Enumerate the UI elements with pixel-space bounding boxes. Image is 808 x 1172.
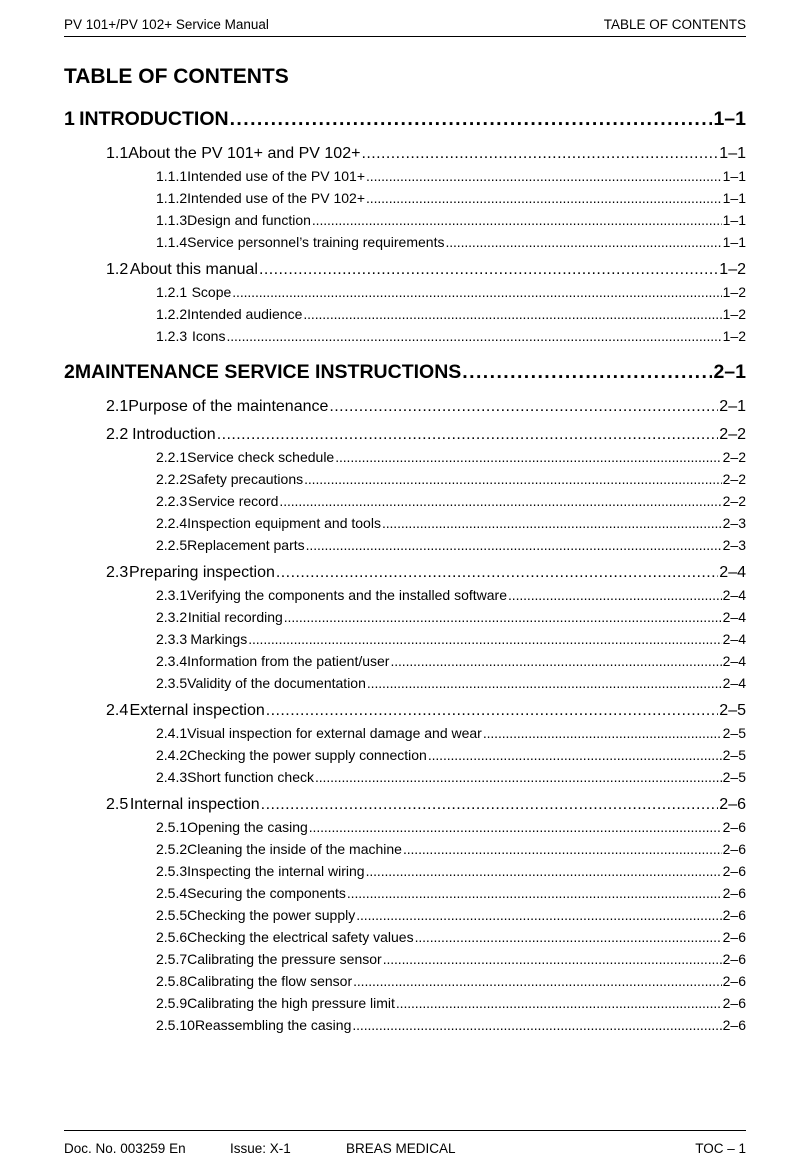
toc-entry-page: 2–6 — [722, 972, 746, 989]
toc-entry-title: Calibrating the flow sensor — [187, 972, 353, 989]
toc-entry-page: 1–1 — [713, 108, 746, 130]
toc-entry-title: Information from the patient/user — [187, 652, 390, 669]
toc-entry-number: 2.4 — [106, 702, 129, 719]
toc-entry-page: 2–6 — [719, 796, 746, 813]
dot-leader — [415, 929, 722, 945]
toc-entry-page: 2–5 — [719, 702, 746, 719]
toc-entry-title: Service record — [188, 492, 279, 509]
toc-entry-number: 1.1.2 — [156, 189, 188, 206]
toc-entry-title: About this manual — [129, 261, 258, 278]
toc-subsection[interactable] — [64, 631, 746, 649]
toc-entry-title: Inspecting the internal wiring — [187, 862, 365, 879]
dot-leader — [366, 168, 722, 184]
toc-entry-number: 2.3 — [106, 564, 129, 581]
footer-issue: Issue: X-1 — [230, 1141, 291, 1156]
toc-entry-title: Opening the casing — [187, 818, 308, 835]
toc-entry-number: 2.5.4 — [156, 884, 188, 901]
toc-entry-page: 2–4 — [722, 674, 746, 691]
dot-leader — [383, 951, 722, 967]
dot-leader — [361, 145, 718, 163]
toc-entry-title: About the PV 101+ and PV 102+ — [128, 145, 361, 162]
toc-entry-title: Calibrating the pressure sensor — [187, 950, 382, 967]
toc-entry-page: 2–3 — [722, 514, 746, 531]
toc-entry-page: 2–6 — [722, 862, 746, 879]
toc-entry-page: 2–5 — [722, 768, 746, 785]
toc-entry-page: 2–4 — [719, 564, 746, 581]
dot-leader — [276, 564, 718, 582]
toc-entry-number: 1.1 — [106, 145, 129, 162]
toc-entry-page: 1–2 — [722, 283, 746, 300]
toc-entry-page: 2–4 — [722, 630, 746, 647]
toc-subsection[interactable] — [64, 841, 746, 859]
dot-leader — [329, 398, 718, 416]
toc-entry-page: 1–1 — [722, 211, 746, 228]
toc-entry-number: 2.2.4 — [156, 514, 188, 531]
dot-leader — [279, 493, 721, 509]
toc-entry-number: 2.5.6 — [156, 928, 188, 945]
toc-entry-page: 2–4 — [722, 652, 746, 669]
toc-subsection[interactable] — [64, 929, 746, 947]
toc-entry-title: Scope — [191, 283, 232, 300]
dot-leader — [261, 796, 719, 814]
dot-leader — [248, 631, 721, 647]
toc-subsection[interactable] — [64, 234, 746, 252]
dot-leader — [352, 1017, 721, 1033]
toc-entry-number: 2.5.9 — [156, 994, 188, 1011]
toc-entry-page: 2–6 — [722, 950, 746, 967]
toc-entry-page: 2–6 — [722, 1016, 746, 1033]
toc-entry-title: Service personnel’s training requirements — [187, 233, 445, 250]
toc-entry-number: 2.5.5 — [156, 906, 188, 923]
toc-entry-title: Introduction — [132, 426, 216, 443]
toc-entry-number: 2.2.1 — [156, 448, 188, 465]
toc-entry-title: Checking the electrical safety values — [187, 928, 414, 945]
toc-subsection[interactable] — [64, 328, 746, 346]
toc-subsection[interactable] — [64, 995, 746, 1013]
toc-entry-title: INTRODUCTION — [79, 108, 229, 130]
toc-entry-title: Intended audience — [187, 305, 303, 322]
toc-subsection[interactable] — [64, 973, 746, 991]
header-manual-title: PV 101+/PV 102+ Service Manual — [64, 17, 269, 32]
toc-subsection[interactable] — [64, 653, 746, 671]
toc-entry-title: Validity of the documentation — [187, 674, 366, 691]
toc-entry-page: 1–1 — [722, 189, 746, 206]
toc-subsection[interactable] — [64, 284, 746, 302]
toc-entry-page: 2–4 — [722, 608, 746, 625]
toc-subsection[interactable] — [64, 306, 746, 324]
toc-entry-number: 2.5.1 — [156, 818, 188, 835]
toc-entry-title: Reassembling the casing — [194, 1016, 352, 1033]
dot-leader — [312, 212, 722, 228]
toc-subsection[interactable] — [64, 863, 746, 881]
toc-entry-page: 2–1 — [713, 361, 746, 383]
toc-entry-number: 2.4.1 — [156, 724, 188, 741]
toc-section[interactable] — [64, 702, 746, 722]
toc-entry-title: Safety precautions — [187, 470, 304, 487]
toc-entry-number: 2.1 — [106, 398, 129, 415]
dot-leader — [259, 261, 718, 279]
toc-subsection[interactable] — [64, 537, 746, 555]
toc-entry-page: 1–1 — [722, 233, 746, 250]
toc-chapter[interactable] — [64, 108, 746, 134]
toc-entry-number: 2.5.10 — [156, 1016, 195, 1033]
toc-entry-page: 1–2 — [722, 327, 746, 344]
toc-entry-number: 2.5.8 — [156, 972, 188, 989]
dot-leader — [226, 328, 721, 344]
toc-subsection[interactable] — [64, 951, 746, 969]
toc-entry-title: Markings — [190, 630, 248, 647]
toc-entry-page: 2–1 — [719, 398, 746, 415]
toc-entry-title: Short function check — [187, 768, 314, 785]
toc-subsection[interactable] — [64, 515, 746, 533]
toc-subsection[interactable] — [64, 471, 746, 489]
dot-leader — [353, 973, 722, 989]
toc-entry-number: 2.2 — [106, 426, 129, 443]
toc-entry-page: 2–3 — [722, 536, 746, 553]
toc-subsection[interactable] — [64, 675, 746, 693]
toc-entry-number: 2 — [64, 361, 75, 383]
dot-leader — [366, 863, 722, 879]
dot-leader — [335, 449, 721, 465]
toc-entry-page: 2–6 — [722, 994, 746, 1011]
dot-leader — [347, 885, 722, 901]
toc-entry-page: 2–6 — [722, 906, 746, 923]
toc-entry-number: 2.4.2 — [156, 746, 188, 763]
toc-subsection[interactable] — [64, 1017, 746, 1035]
page-header — [64, 16, 746, 37]
toc-entry-page: 1–1 — [722, 167, 746, 184]
toc-entry-number: 2.3.2 — [156, 608, 188, 625]
toc-chapter[interactable] — [64, 361, 746, 387]
toc-entry-page: 1–2 — [719, 261, 746, 278]
toc-entry-title: Internal inspection — [129, 796, 260, 813]
toc-entry-title: Inspection equipment and tools — [187, 514, 381, 531]
toc-entry-number: 1 — [64, 108, 75, 130]
page-footer — [64, 1130, 746, 1160]
toc-entry-title: External inspection — [129, 702, 265, 719]
toc-entry-page: 2–2 — [722, 492, 746, 509]
header-section-title: TABLE OF CONTENTS — [603, 17, 746, 32]
dot-leader — [217, 426, 719, 444]
dot-leader — [356, 907, 721, 923]
toc-entry-title: Icons — [192, 327, 226, 344]
toc-entry-title: Purpose of the maintenance — [128, 398, 329, 415]
toc-entry-title: Verifying the components and the installed software — [187, 586, 508, 603]
toc-entry-number: 1.1.4 — [156, 233, 188, 250]
dot-leader — [303, 306, 721, 322]
toc-entry-number: 1.2.3 — [156, 327, 188, 344]
toc-entry-number: 1.1.1 — [156, 167, 188, 184]
toc-subsection[interactable] — [64, 819, 746, 837]
dot-leader — [266, 702, 719, 720]
toc-section[interactable] — [64, 398, 746, 418]
toc-subsection[interactable] — [64, 885, 746, 903]
dot-leader — [284, 609, 722, 625]
dot-leader — [508, 587, 722, 603]
dot-leader — [382, 515, 722, 531]
toc-entry-title: Visual inspection for external damage and wear — [187, 724, 482, 741]
toc-entry-number: 2.3.5 — [156, 674, 188, 691]
toc-entry-number: 1.2.1 — [156, 283, 188, 300]
dot-leader — [315, 769, 722, 785]
toc-entry-number: 2.4.3 — [156, 768, 188, 785]
toc-subsection[interactable] — [64, 609, 746, 627]
toc-entry-title: Calibrating the high pressure limit — [187, 994, 395, 1011]
toc-entry-title: Checking the power supply — [187, 906, 356, 923]
toc-entry-title: Replacement parts — [187, 536, 305, 553]
toc-section[interactable] — [64, 564, 746, 584]
dot-leader — [396, 995, 722, 1011]
toc-entry-title: Design and function — [187, 211, 311, 228]
toc-entry-page: 2–6 — [722, 818, 746, 835]
toc-entry-title: Securing the components — [187, 884, 346, 901]
toc-subsection[interactable] — [64, 168, 746, 186]
toc-entry-number: 2.2.5 — [156, 536, 188, 553]
toc-entry-page: 2–5 — [722, 724, 746, 741]
toc-subsection[interactable] — [64, 449, 746, 467]
toc-entry-title: Intended use of the PV 101+ — [187, 167, 366, 184]
toc-entry-number: 1.2.2 — [156, 305, 188, 322]
toc-entry-title: Intended use of the PV 102+ — [187, 189, 366, 206]
dot-leader — [232, 284, 721, 300]
toc-entry-page: 2–6 — [722, 884, 746, 901]
toc-entry-number: 2.5.7 — [156, 950, 188, 967]
footer-page-number: TOC – 1 — [695, 1141, 746, 1156]
toc-entry-title: Cleaning the inside of the machine — [187, 840, 402, 857]
toc-entry-number: 2.5 — [106, 796, 129, 813]
toc-entry-number: 2.5.2 — [156, 840, 188, 857]
toc-entry-title: Preparing inspection — [129, 564, 275, 581]
toc-subsection[interactable] — [64, 907, 746, 925]
toc-entry-number: 1.2 — [106, 261, 129, 278]
toc-entry-page: 2–2 — [719, 426, 746, 443]
toc-entry-number: 1.1.3 — [156, 211, 188, 228]
dot-leader — [309, 819, 722, 835]
toc-entry-page: 2–2 — [722, 470, 746, 487]
toc-subsection[interactable] — [64, 725, 746, 743]
dot-leader — [462, 361, 712, 384]
toc-entry-number: 2.5.3 — [156, 862, 188, 879]
toc-entry-page: 2–4 — [722, 586, 746, 603]
toc-subsection[interactable] — [64, 212, 746, 230]
toc-section[interactable] — [64, 796, 746, 816]
toc-subsection[interactable] — [64, 493, 746, 511]
toc-entry-page: 2–6 — [722, 928, 746, 945]
toc-entry-number: 2.3.3 — [156, 630, 188, 647]
toc-entry-number: 2.3.1 — [156, 586, 188, 603]
toc-subsection[interactable] — [64, 769, 746, 787]
toc-entry-number: 2.2.3 — [156, 492, 188, 509]
toc-subsection[interactable] — [64, 747, 746, 765]
toc-entry-title: Checking the power supply connection — [187, 746, 427, 763]
toc-subsection[interactable] — [64, 587, 746, 605]
dot-leader — [445, 234, 721, 250]
dot-leader — [483, 725, 722, 741]
toc-entry-number: 2.2.2 — [156, 470, 188, 487]
toc-subsection[interactable] — [64, 190, 746, 208]
footer-company: BREAS MEDICAL — [346, 1141, 456, 1156]
toc-entry-title: MAINTENANCE SERVICE INSTRUCTIONS — [74, 361, 462, 383]
toc-entry-title: Initial recording — [187, 608, 283, 625]
toc-entry-page: 1–1 — [719, 145, 746, 162]
dot-leader — [230, 108, 713, 131]
dot-leader — [304, 471, 722, 487]
footer-doc-number: Doc. No. 003259 En — [64, 1141, 186, 1156]
dot-leader — [306, 537, 722, 553]
toc-entry-title: Service check schedule — [187, 448, 335, 465]
dot-leader — [367, 675, 722, 691]
toc-entry-page: 2–5 — [722, 746, 746, 763]
toc-entry-number: 2.3.4 — [156, 652, 188, 669]
dot-leader — [366, 190, 722, 206]
toc-entry-page: 2–2 — [722, 448, 746, 465]
toc-section[interactable] — [64, 261, 746, 281]
toc-entry-page: 2–6 — [722, 840, 746, 857]
toc-entry-page: 1–2 — [722, 305, 746, 322]
page-title: TABLE OF CONTENTS — [64, 65, 289, 88]
toc-section[interactable] — [64, 145, 746, 165]
dot-leader — [390, 653, 721, 669]
dot-leader — [403, 841, 722, 857]
toc-section[interactable] — [64, 426, 746, 446]
dot-leader — [428, 747, 722, 763]
